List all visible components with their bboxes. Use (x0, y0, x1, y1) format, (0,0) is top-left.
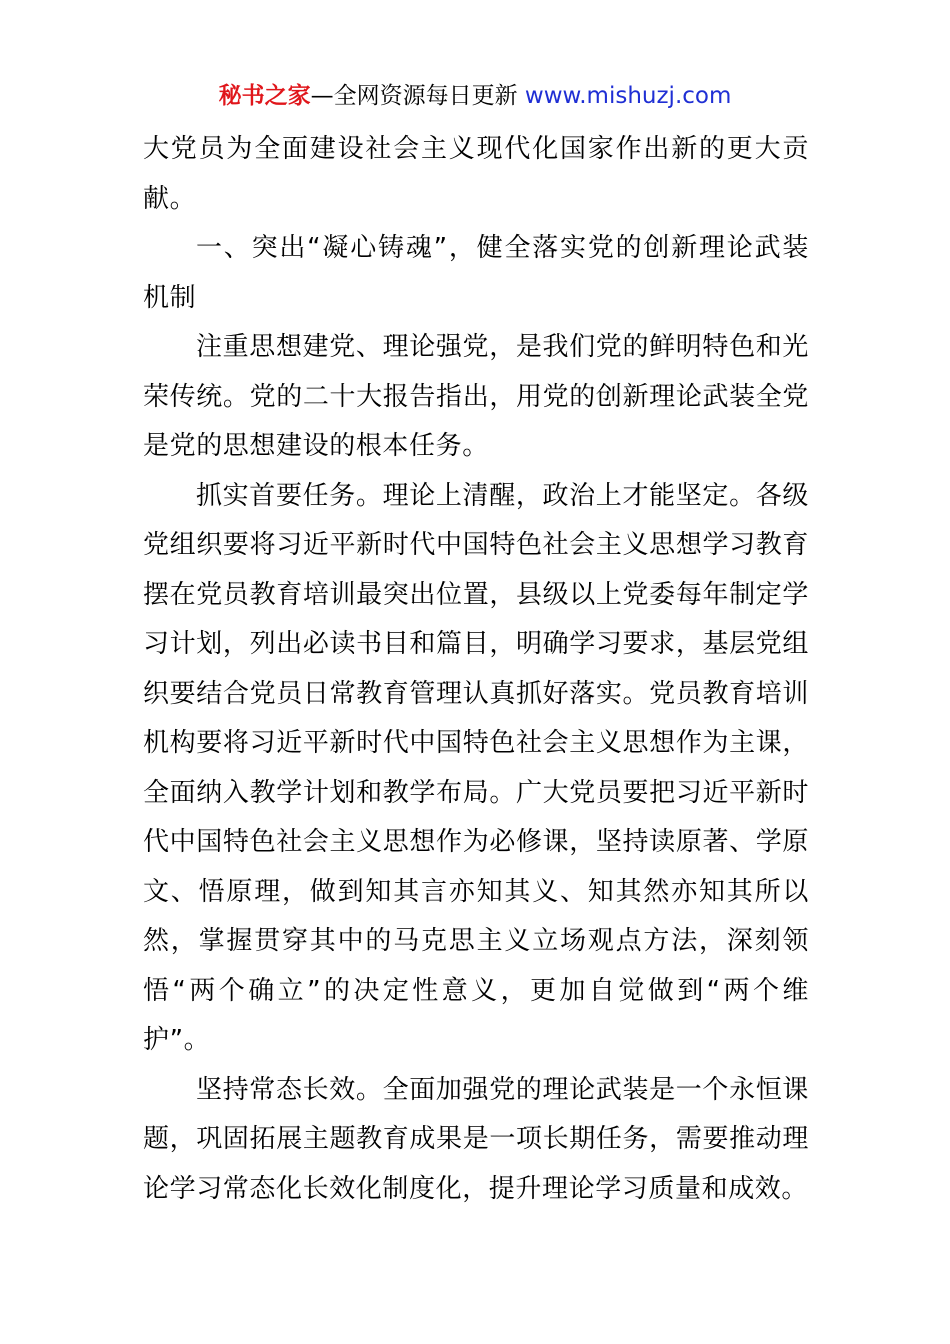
paragraph: 抓实首要任务。理论上清醒，政治上才能坚定。各级党组织要将习近平新时代中国特色社会主义思想学习教育摆在党员教育培训最突出位置，县级以上党委每年制定学习计划，列出必读书目和篇目，明确学习要求，基层党组织要结合党员日常教育管理认真抓好落实。党员教育培训机构要将习近平新时代中国特色社会主义思想作为主课，全面纳入教学计划和教学布局。广大党员要把习近平新时代中国特色社会主义思想作为必修课，坚持读原著、学原文、悟原理，做到知其言亦知其义、知其然亦知其所以然，掌握贯穿其中的马克思主义立场观点方法，深刻领悟“两个确立”的决定性意义，更加自觉做到“两个维护”。 (143, 480, 809, 1055)
site-header (0, 80, 950, 112)
paragraph: 坚持常态长效。全面加强党的理论武装是一个永恒课题，巩固拓展主题教育成果是一项长期任务，需要推动理论学习常态化长效化制度化，提升理论学习质量和成效。 (143, 1074, 809, 1204)
section-heading: 一、突出“凝心铸魂”，健全落实党的创新理论武装机制 (143, 233, 809, 313)
paragraph-continuation: 大党员为全面建设社会主义现代化国家作出新的更大贡献。 (143, 134, 809, 214)
site-url[interactable]: www.mishuzj.com (524, 83, 732, 109)
brand-name: 秘书之家 (218, 83, 311, 109)
header-tagline: —全网资源每日更新 (310, 83, 525, 109)
paragraph: 注重思想建党、理论强党，是我们党的鲜明特色和光荣传统。党的二十大报告指出，用党的创新理论武装全党是党的思想建设的根本任务。 (143, 332, 809, 461)
document-body (143, 125, 809, 1214)
